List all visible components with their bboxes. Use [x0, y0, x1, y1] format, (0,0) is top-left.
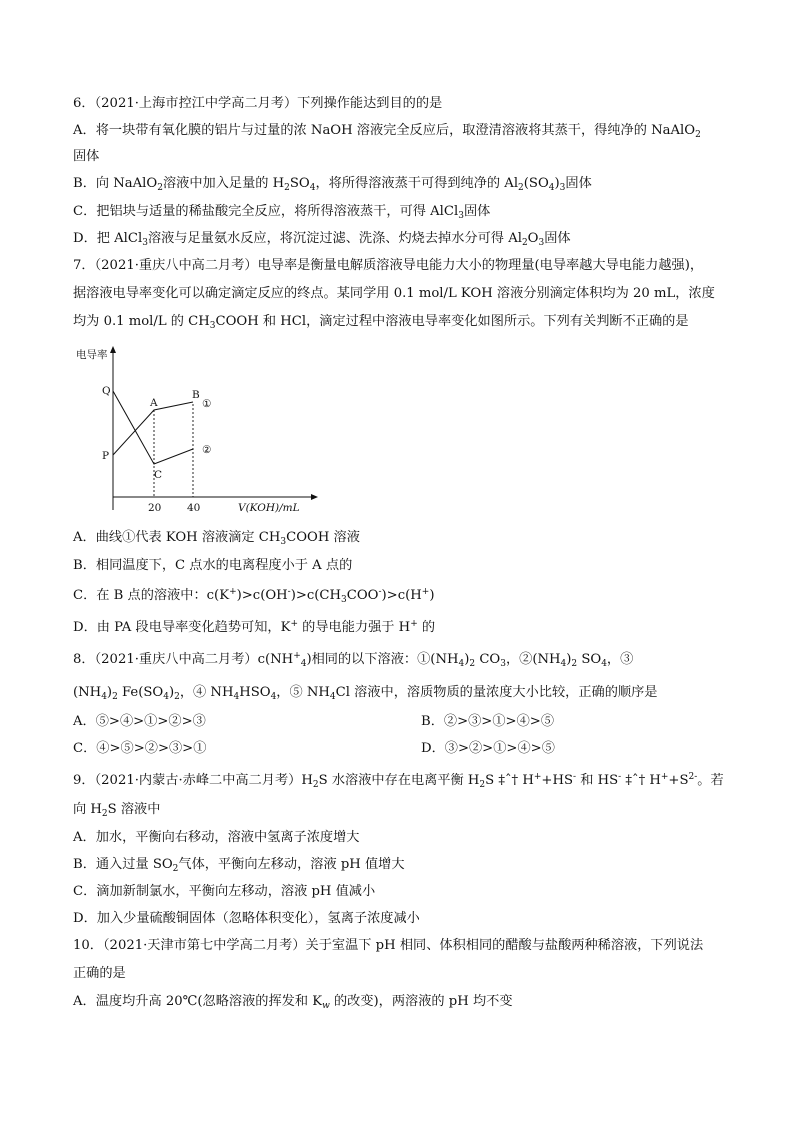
q7-stem-line2: 据溶液电导率变化可以确定滴定反应的终点。某同学用 0.1 mol/L KOH 溶液分别滴定体积均为 20 mL，浓度	[73, 286, 715, 301]
q6-option-a-line1: A．将一块带有氧化膜的铝片与过量的浓 NaOH 溶液完全反应后，取澄清溶液将其蒸干，得纯净的 NaAlO$_2$	[73, 123, 701, 140]
curve-1	[113, 402, 193, 455]
curve-2-label: ②	[202, 444, 212, 456]
q8-options-row2	[73, 740, 713, 758]
x-axis-label: V(KOH)/mL	[238, 502, 300, 514]
q8-stem-line2: $(NH_4)_2$ $Fe(SO_4)_2$，④ $NH_4HSO_4$，⑤ $NH_4Cl$ 溶液中，溶质物质的量浓度大小比较，正确的顺序是	[73, 685, 658, 702]
q9-stem-line2: 向 $H_2S$ 溶液中	[73, 802, 161, 819]
q8-option-a: A．⑤>④>①>②>③	[73, 714, 206, 729]
y-axis-label: 电导率	[76, 349, 108, 361]
q9-stem-line1: 9．（2021·内蒙古·赤峰二中高二月考）$H_2S$ 水溶液中存在电离平衡 $H_2S$ ‡ˆ† H++HS- 和 HS- ‡ˆ† $H^++S^{2-}$。若	[73, 772, 724, 790]
q7-stem-line3: 均为 0.1 mol/L 的 $CH_3COOH$ 和 HCl，滴定过程中溶液电导率变化如图所示。下列有关判断不正确的是	[73, 314, 689, 331]
q9-option-b: B．通入过量 $SO_2$气体，平衡向左移动，溶液 pH 值增大	[73, 857, 405, 874]
conductivity-graph	[68, 338, 328, 518]
point-p: P	[102, 450, 110, 462]
q10-stem-line1: 10．（2021·天津市第七中学高二月考）关于室温下 pH 相同、体积相同的醋酸与盐酸两种稀溶液，下列说法	[73, 938, 704, 953]
y-axis-arrow	[110, 346, 116, 353]
curve-1-label: ①	[202, 398, 212, 410]
q8-option-d: D．③>②>①>④>⑤	[421, 741, 555, 756]
point-a: A	[150, 397, 158, 409]
q7-option-b: B．相同温度下，C 点水的电离程度小于 A 点的	[73, 558, 353, 573]
q10-stem-line2: 正确的是	[73, 966, 126, 981]
tick-40: 40	[187, 502, 201, 514]
q6-stem: 6．（2021·上海市控江中学高二月考）下列操作能达到目的的是	[73, 96, 443, 111]
q9-option-c: C．滴加新制氯水，平衡向左移动，溶液 pH 值减小	[73, 884, 376, 899]
q6-option-a-line2: 固体	[73, 149, 100, 164]
q8-options-row1	[73, 713, 713, 731]
q6-option-b: B．向 NaAlO$_2$溶液中加入足量的 $H_2SO_4$，将所得溶液蒸干可得到纯净的 $Al_2(SO_4)_3$固体	[73, 176, 592, 193]
q8-option-b: B．②>③>①>④>⑤	[421, 714, 555, 729]
q7-option-a: A．曲线①代表 KOH 溶液滴定 $CH_3COOH$ 溶液	[73, 530, 360, 547]
q8-option-c: C．④>⑤>②>③>①	[73, 741, 207, 756]
q9-option-d: D．加入少量硫酸铜固体（忽略体积变化），氢离子浓度减小	[73, 911, 420, 926]
q6-option-c: C．把铝块与适量的稀盐酸完全反应，将所得溶液蒸干，可得 AlCl$_3$固体	[73, 204, 491, 221]
x-axis-arrow	[311, 494, 318, 500]
point-c: C	[154, 469, 163, 481]
point-b: B	[192, 389, 200, 401]
q7-option-d: D．由 PA 段电导率变化趋势可知，K+ 的导电能力强于 H+ 的	[73, 619, 436, 635]
point-q: Q	[102, 385, 111, 397]
tick-20: 20	[148, 502, 162, 514]
q6-option-d: D．把 AlCl$_3$溶液与足量氨水反应，将沉淀过滤、洗涤、灼烧去掉水分可得 $Al_2O_3$固体	[73, 231, 571, 248]
q9-option-a: A．加水，平衡向右移动，溶液中氢离子浓度增大	[73, 830, 360, 845]
q7-option-c: C．在 B 点的溶液中：$c(K^+)>c(OH^-)>c(CH_3COO^-)>c(H^+)$	[73, 587, 435, 605]
q8-stem-line1: 8．（2021·重庆八中高二月考）$c(NH^+_4)$相同的以下溶液：$①(NH_4)_2$ $CO_3$，$②(NH_4)_2$ $SO_4$，③	[73, 651, 634, 669]
q7-stem-line1: 7．（2021·重庆八中高二月考）电导率是衡量电解质溶液导电能力大小的物理量(电导率越大导电能力越强)，	[73, 258, 704, 273]
q10-option-a: A．温度均升高 20℃(忽略溶液的挥发和 $K_w$ 的改变)，两溶液的 pH 均不变	[73, 994, 513, 1011]
